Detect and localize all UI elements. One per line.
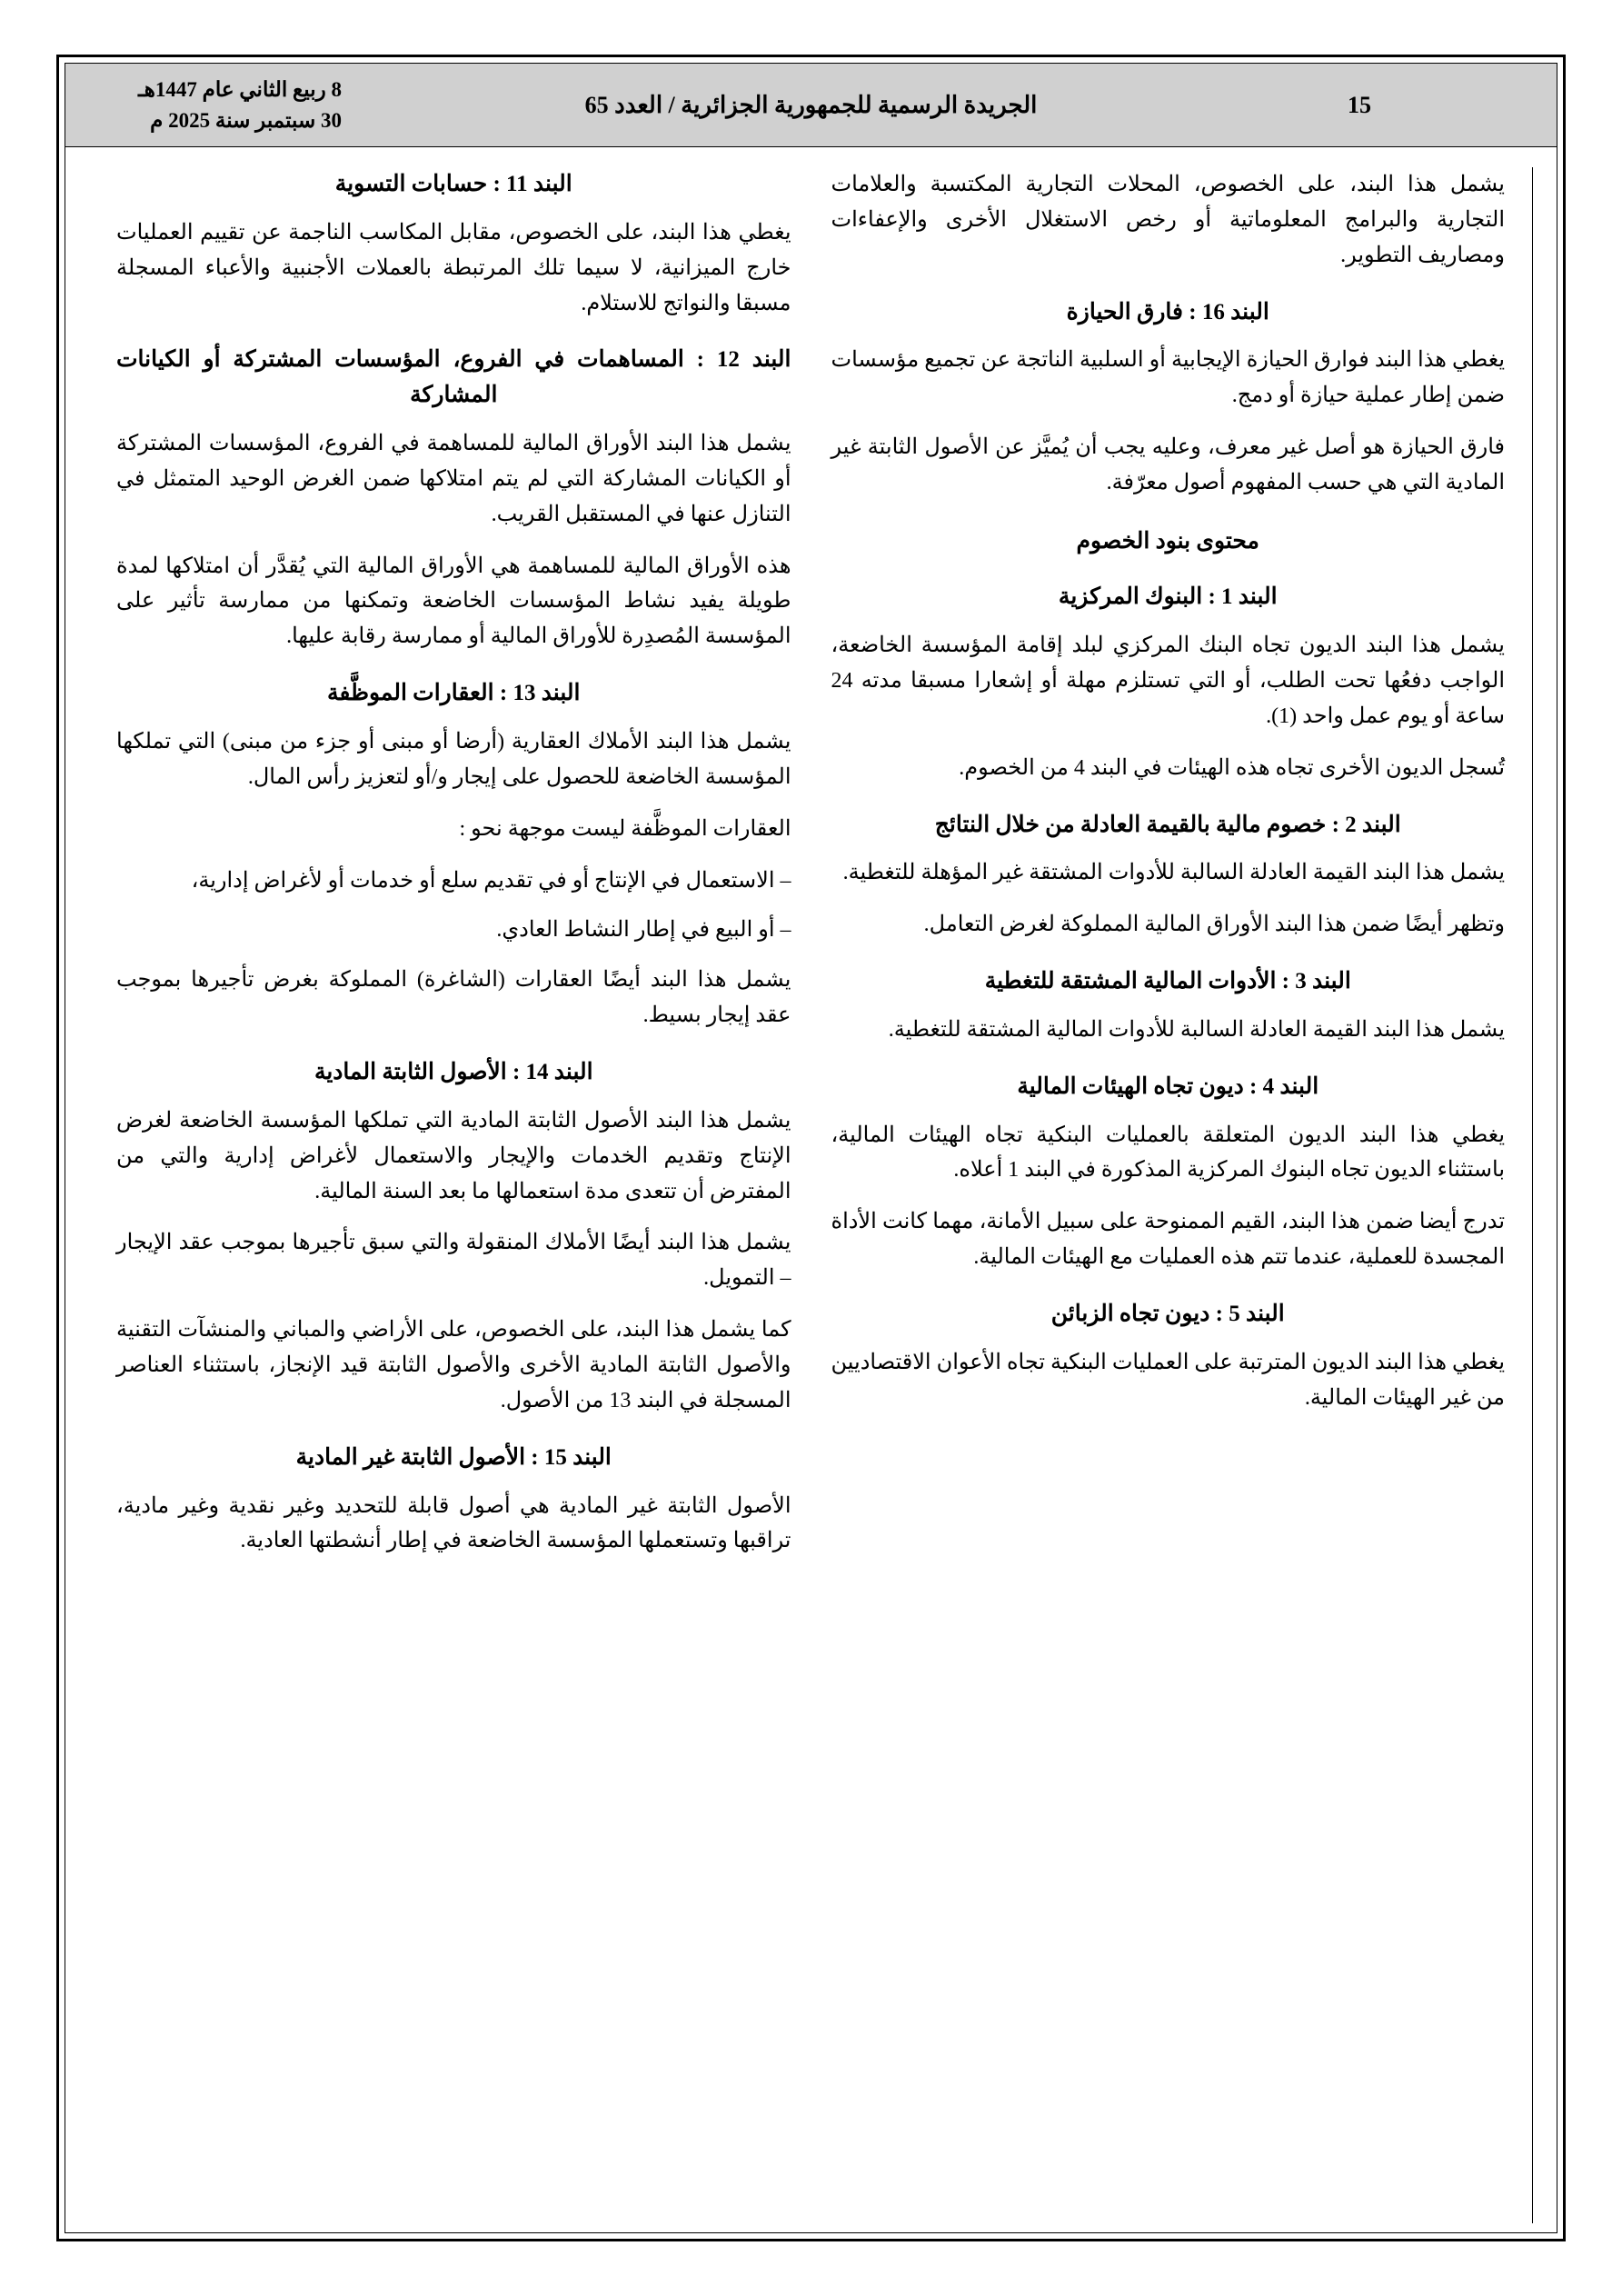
paragraph: هذه الأوراق المالية للمساهمة هي الأوراق المالية التي يُقدَّر أن امتلاكها لمدة طويلة يفيد نشاط المؤسسات الخاضعة وتمكنها من ممارسة تأثير على المؤسسة المُصدِرة للأوراق المالية أو ممارسة رقابة عليها.: [116, 554, 791, 649]
paragraph: يغطي هذا البند، على الخصوص، مقابل المكاسب الناجمة عن تقييم العمليات خارج الميزانية، لا سيما تلك المرتبطة بالعملات الأجنبية والأعباء المسجلة مسبقا والنواتج للاستلام.: [116, 220, 791, 315]
paragraph: كما يشمل هذا البند، على الخصوص، على الأراضي والمباني والمنشآت التقنية والأصول الثابتة المادية الأخرى والأصول الثابتة قيد الإنجاز، باستثناء العناصر المسجلة في البند 13 من الأصول.: [116, 1318, 791, 1413]
page-outer-border: [56, 55, 1566, 2241]
paragraph: العقارات الموظَّفة ليست موجهة نحو :: [459, 816, 791, 841]
section-heading-band-5: البند 5 : ديون تجاه الزبائن: [1050, 1302, 1285, 1326]
paragraph: يغطي هذا البند فوارق الحيازة الإيجابية أو السلبية الناتجة عن تجميع مؤسسات ضمن إطار عملية حيازة أو دمج.: [831, 348, 1505, 408]
journal-title: الجريدة الرسمية للجمهورية الجزائرية / العدد 65: [584, 91, 1038, 118]
paragraph: الأصول الثابتة غير المادية هي أصول قابلة للتحديد وغير نقدية وغير مادية، تراقبها وتستعملها المؤسسة الخاضعة في إطار أنشطتها العادية.: [116, 1493, 791, 1553]
paragraph: يشمل هذا البند، على الخصوص، المحلات التجارية المكتسبة والعلامات التجارية والبرامج المعلوماتية أو رخص الاستغلال الأخرى والإعفاءات ومصاريف التطوير.: [831, 173, 1505, 267]
page-header: [65, 64, 1557, 147]
paragraph: تدرج أيضا ضمن هذا البند، القيم الممنوحة على سبيل الأمانة، مهما كانت الأداة المجسدة للعملية، عندما تتم هذه العمليات مع الهيئات المالية.: [831, 1210, 1505, 1270]
page-inner-border: [65, 63, 1557, 2233]
body-columns: [65, 147, 1557, 2232]
paragraph: فارق الحيازة هو أصل غير معرف، وعليه يجب أن يُميَّز عن الأصول الثابتة غير المادية التي هي حسب المفهوم أصول معرّفة.: [831, 435, 1505, 494]
section-heading-band-15: البند 15 : الأصول الثابتة غير المادية: [295, 1444, 612, 1470]
list-item: – أو البيع في إطار النشاط العادي.: [496, 918, 791, 943]
section-heading-liabilities: محتوى بنود الخصوم: [1076, 528, 1259, 554]
page-number-cell: [1257, 64, 1557, 146]
header-dates: [65, 64, 365, 146]
paragraph: وتظهر أيضًا ضمن هذا البند الأوراق المالية المملوكة لغرض التعامل.: [923, 913, 1505, 937]
column-right: [89, 167, 811, 2223]
section-heading-band-13: البند 13 : العقارات الموظَّفة: [327, 681, 581, 706]
section-heading-band-4: البند 4 : ديون تجاه الهيئات المالية: [1017, 1073, 1319, 1099]
paragraph: تُسجل الديون الأخرى تجاه هذه الهيئات في البند 4 من الخصوم.: [959, 755, 1505, 780]
date-gregorian: 30 سبتمبر سنة 2025 م: [150, 108, 342, 132]
paragraph: يشمل هذا البند القيمة العادلة السالبة للأدوات المشتقة غير المؤهلة للتغطية.: [842, 861, 1505, 885]
paragraph: يغطي هذا البند الديون المتعلقة بالعمليات البنكية تجاه الهيئات المالية، باستثناء الديون تجاه البنوك المركزية المذكورة في البند 1 أعلاه.: [831, 1123, 1505, 1183]
paragraph: يشمل هذا البند أيضًا الأملاك المنقولة والتي سبق تأجيرها بموجب عقد الإيجار – التمويل.: [116, 1231, 791, 1291]
paragraph: يشمل هذا البند الأصول الثابتة المادية التي تملكها المؤسسة الخاضعة لغرض الإنتاج وتقديم الخدمات والإيجار والاستعمال لأغراض إدارية والتي من المفترض أن تتعدى مدة استعمالها ما بعد السنة المالية.: [116, 1108, 791, 1203]
section-heading-band-11: البند 11 : حسابات التسوية: [334, 172, 572, 196]
list-item: – الاستعمال في الإنتاج أو في تقديم سلع أو خدمات أو لأغراض إدارية،: [191, 868, 791, 893]
section-heading-band-3: البند 3 : الأدوات المالية المشتقة للتغطية: [984, 969, 1351, 994]
date-hijri: 8 ربيع الثاني عام 1447هـ: [138, 78, 342, 102]
paragraph: يشمل هذا البند الأملاك العقارية (أرضا أو مبنى أو جزء من مبنى) التي تملكها المؤسسة الخاضعة للحصول على إيجار و/أو لتعزيز رأس المال.: [116, 729, 791, 789]
paragraph: يغطي هذا البند الديون المترتبة على العمليات البنكية تجاه الأعوان الاقتصاديين من غير الهيئات المالية.: [831, 1350, 1505, 1410]
section-heading-band-2: البند 2 : خصوم مالية بالقيمة العادلة من خلال النتائج: [934, 812, 1401, 837]
column-left: [811, 167, 1534, 2223]
paragraph: يشمل هذا البند القيمة العادلة السالبة للأدوات المالية المشتقة للتغطية.: [888, 1017, 1505, 1042]
section-heading-band-14: البند 14 : الأصول الثابتة المادية: [313, 1060, 593, 1084]
section-heading-band-1: البند 1 : البنوك المركزية: [1058, 584, 1278, 610]
page-number: 15: [1348, 91, 1371, 118]
section-heading-band-12: البند 12 : المساهمات في الفروع، المؤسسات المشتركة أو الكيانات المشاركة: [116, 347, 791, 408]
section-heading-band-16: البند 16 : فارق الحيازة: [1066, 299, 1269, 324]
paragraph: يشمل هذا البند أيضًا العقارات (الشاغرة) المملوكة بغرض تأجيرها بموجب عقد إيجار بسيط.: [116, 968, 791, 1028]
paragraph: يشمل هذا البند الأوراق المالية للمساهمة في الفروع، المؤسسات المشتركة أو الكيانات المشاركة التي لم يتم امتلاكها ضمن الغرض الوحيد المتمثل في التنازل عنها في المستقبل القريب.: [116, 431, 791, 526]
paragraph: يشمل هذا البند الديون تجاه البنك المركزي لبلد إقامة المؤسسة الخاضعة، الواجب دفعُها تحت الطلب، أو التي تستلزم مهلة أو إشعارا مسبقا مدته 24 ساعة أو يوم عمل واحد (1).: [831, 634, 1505, 728]
